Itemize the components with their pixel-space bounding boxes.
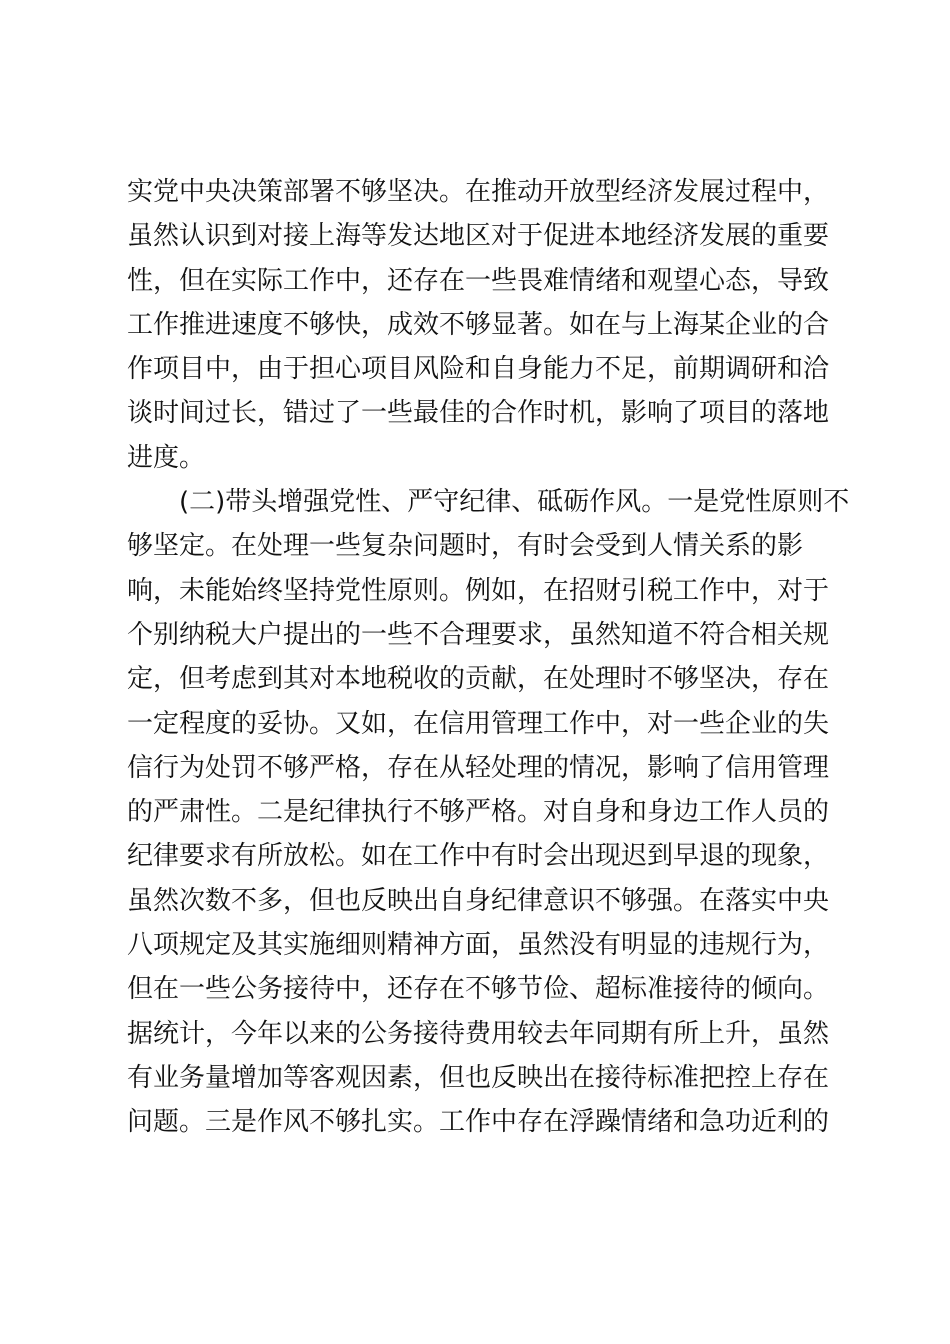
text-line: 工作推进速度不够快，成效不够显著。如在与上海某企业的合 xyxy=(127,309,830,340)
text-line: 性，但在实际工作中，还存在一些畏难情绪和观望心态，导致 xyxy=(127,265,830,296)
text-line: 纪律要求有所放松。如在工作中有时会出现迟到早退的现象， xyxy=(127,841,830,872)
text-line: 一定程度的妥协。又如，在信用管理工作中，对一些企业的失 xyxy=(127,708,830,739)
text-line: 虽然认识到对接上海等发达地区对于促进本地经济发展的重要 xyxy=(127,221,830,252)
text-line: 八项规定及其实施细则精神方面，虽然没有明显的违规行为， xyxy=(127,930,830,961)
text-line: 但在一些公务接待中，还存在不够节俭、超标准接待的倾向。 xyxy=(127,974,830,1005)
text-line: 据统计，今年以来的公务接待费用较去年同期有所上升，虽然 xyxy=(127,1018,830,1049)
text-line: 虽然次数不多，但也反映出自身纪律意识不够强。在落实中央 xyxy=(127,885,830,916)
text-line: 进度。 xyxy=(127,442,206,473)
text-line: 谈时间过长，错过了一些最佳的合作时机，影响了项目的落地 xyxy=(127,398,830,429)
text-line: 个别纳税大户提出的一些不合理要求，虽然知道不符合相关规 xyxy=(127,619,830,650)
text-line: 实党中央决策部署不够坚决。在推动开放型经济发展过程中， xyxy=(127,177,830,207)
text-line: 响，未能始终坚持党性原则。例如，在招财引税工作中，对于 xyxy=(127,575,830,606)
text-line: 信行为处罚不够严格，存在从轻处理的情况，影响了信用管理 xyxy=(127,752,830,783)
section-heading-line: (二)带头增强党性、严守纪律、砥砺作风。一是党性原则不 xyxy=(179,487,850,518)
text-line: 定，但考虑到其对本地税收的贡献，在处理时不够坚决，存在 xyxy=(127,664,830,695)
body-text xyxy=(127,170,850,1145)
text-line: 问题。三是作风不够扎实。工作中存在浮躁情绪和急功近利的 xyxy=(127,1107,830,1138)
text-line: 作项目中，由于担心项目风险和自身能力不足，前期调研和洽 xyxy=(127,354,830,385)
text-line: 的严肃性。二是纪律执行不够严格。对自身和身边工作人员的 xyxy=(127,797,830,828)
text-line: 够坚定。在处理一些复杂问题时，有时会受到人情关系的影 xyxy=(127,531,804,562)
text-line: 有业务量增加等客观因素，但也反映出在接待标准把控上存在 xyxy=(127,1062,830,1093)
